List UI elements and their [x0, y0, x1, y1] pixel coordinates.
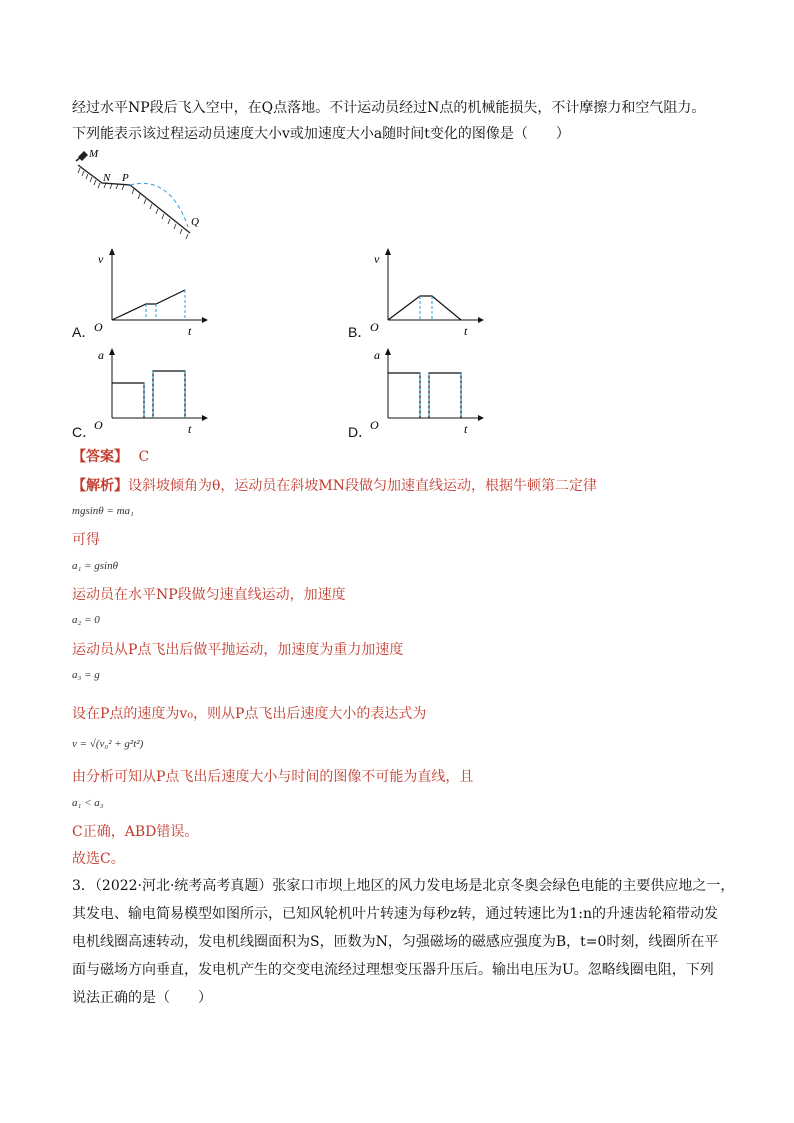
- answer-label: 【答案】: [72, 449, 128, 465]
- next-question-line-1: 3．（2022·河北·统考高考真题）张家口市坝上地区的风力发电场是北京冬奥会绿色电能的主要供应地之一，: [72, 878, 735, 894]
- trajectory-dashed: [130, 183, 188, 227]
- analysis-line-2: 可得: [72, 532, 100, 548]
- label-Q: Q: [191, 216, 199, 228]
- label-M: M: [89, 148, 99, 160]
- question-line-2: 下列能表示该过程运动员速度大小v或加速度大小a随时间t变化的图像是（ ）: [72, 126, 570, 142]
- formula-1: mgsinθ = ma₁: [72, 505, 134, 517]
- option-B-label[interactable]: B．: [348, 324, 372, 340]
- graph-B: [366, 245, 486, 340]
- svg-text:a: a: [374, 348, 380, 362]
- analysis-line-4: 运动员从P点飞出后做平抛运动，加速度为重力加速度: [72, 642, 404, 658]
- option-A-label[interactable]: A．: [72, 324, 96, 340]
- slope-figure: [70, 145, 210, 245]
- svg-text:O: O: [370, 418, 379, 432]
- next-question-line-2: 其发电、输电简易模型如图所示，已知风轮机叶片转速为每秒z转，通过转速比为1:n的升速齿轮箱带动发: [72, 906, 719, 922]
- skier-icon: [76, 151, 88, 161]
- svg-text:v: v: [98, 252, 104, 266]
- svg-text:v: v: [374, 252, 380, 266]
- graph-A: [90, 245, 210, 340]
- answer-line: [72, 447, 149, 467]
- formula-3: a₂ = 0: [72, 614, 100, 626]
- label-P: P: [122, 172, 129, 184]
- analysis-line-7: C正确，ABD错误。: [72, 824, 199, 840]
- analysis-line-3: 运动员在水平NP段做匀速直线运动，加速度: [72, 587, 346, 603]
- formula-4: a₃ = g: [72, 669, 100, 681]
- option-D-label[interactable]: D．: [348, 424, 373, 440]
- svg-text:O: O: [94, 418, 103, 432]
- answer-value: C: [138, 449, 150, 465]
- analysis-label: 【解析】: [72, 478, 128, 494]
- analysis-line-6: 由分析可知从P点飞出后速度大小与时间的图像不可能为直线，且: [72, 769, 474, 785]
- formula-2: a₁ = gsinθ: [72, 560, 118, 572]
- slope-hatching: [78, 168, 188, 239]
- graph-C: [90, 345, 210, 440]
- analysis-line-8: 故选C。: [72, 851, 125, 867]
- option-C-label[interactable]: C．: [72, 424, 97, 440]
- svg-text:t: t: [188, 324, 192, 338]
- svg-text:t: t: [464, 422, 468, 436]
- next-question-line-4: 面与磁场方向垂直，发电机产生的交变电流经过理想变压器升压后。输出电压为U。忽略线圈电阻，下列: [72, 962, 714, 978]
- svg-text:a: a: [98, 348, 104, 362]
- next-question-line-3: 电机线圈高速转动，发电机线圈面积为S，匝数为N，匀强磁场的磁感应强度为B，t=0时刻，线圈所在平: [72, 934, 719, 950]
- question-line-1: 经过水平NP段后飞入空中，在Q点落地。不计运动员经过N点的机械能损失，不计摩擦力和空气阻力。: [72, 100, 706, 116]
- label-N: N: [103, 172, 111, 184]
- svg-text:t: t: [188, 422, 192, 436]
- slope-line: [78, 165, 190, 233]
- analysis-line-1: 【解析】设斜坡倾角为θ，运动员在斜坡MN段做匀加速直线运动，根据牛顿第二定律: [72, 478, 598, 494]
- formula-5: v = √(v₀² + g²t²): [72, 738, 144, 750]
- analysis-line-5: 设在P点的速度为v₀，则从P点飞出后速度大小的表达式为: [72, 706, 427, 722]
- formula-6: a₁ < a₃: [72, 797, 104, 809]
- svg-text:t: t: [464, 324, 468, 338]
- next-question-line-5: 说法正确的是（ ）: [72, 990, 212, 1006]
- svg-text:O: O: [94, 320, 103, 334]
- svg-text:O: O: [370, 320, 379, 334]
- graph-D: [366, 345, 486, 440]
